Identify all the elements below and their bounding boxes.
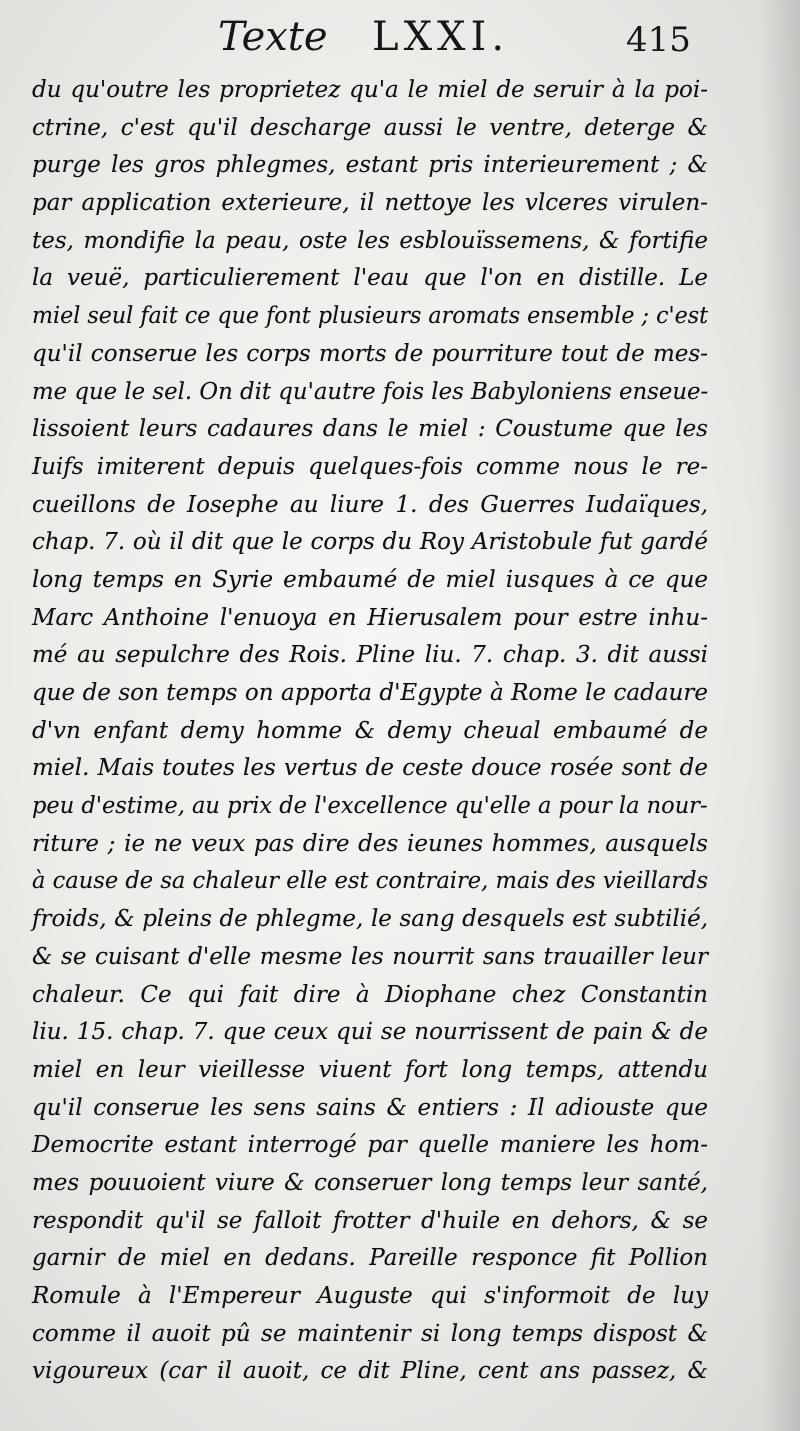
text-line: miel en leur vieillesse viuent fort long temps, attendu <box>32 1056 708 1083</box>
text-line: froids, & pleins de phlegme, le sang desquels est subtilié, <box>32 906 708 933</box>
text-line: Romule à l'Empereur Auguste qui s'informoit de luy <box>32 1283 708 1309</box>
text-line: peu d'estime, au prix de l'excellence qu'elle a pour la nour- <box>32 793 708 820</box>
text-line: miel seul fait ce que font plusieurs aromats ensemble ; c'est <box>32 303 709 330</box>
text-line: d'vn enfant demy homme & demy cheual embaumé de <box>32 717 708 744</box>
page-edge-shadow <box>760 0 800 1431</box>
text-line: Marc Anthoine l'enuoya en Hierusalem pour estre inhu- <box>32 604 708 631</box>
text-line: chaleur. Ce qui fait dire à Diophane chez Constantin <box>32 981 708 1008</box>
text-line: me que le sel. On dit qu'autre fois les Babyloniens enseue- <box>32 378 709 405</box>
text-line: mes pouuoient viure & conseruer long temps leur santé, <box>32 1169 708 1196</box>
text-line: miel. Mais toutes les vertus de ceste douce rosée sont de <box>32 755 708 782</box>
text-line: ctrine, c'est qu'il descharge aussi le ventre, deterge & <box>32 114 708 141</box>
text-line: du qu'outre les proprietez qu'a le miel de seruir à la poi- <box>32 77 708 103</box>
text-line: qu'il conserue les corps morts de pourriture tout de mes- <box>32 340 708 367</box>
running-title: Texte <box>218 14 328 60</box>
text-line: lissoient leurs cadaures dans le miel : Coustume que les <box>32 416 708 443</box>
text-line: que de son temps on apporta d'Egypte à Rome le cadaure <box>32 680 708 706</box>
text-line: long temps en Syrie embaumé de miel iusques à ce que <box>32 566 708 593</box>
text-line: comme il auoit pû se maintenir si long temps dispost & <box>32 1320 708 1347</box>
text-line: vigoureux (car il auoit, ce dit Pline, cent ans passez, & <box>32 1358 708 1385</box>
text-line: & se cuisant d'elle mesme les nourrit sans trauailler leur <box>32 943 708 970</box>
text-line: à cause de sa chaleur elle est contraire, mais des vieillards <box>32 868 709 895</box>
text-line: respondit qu'il se falloit frotter d'huile en dehors, & se <box>32 1207 708 1234</box>
text-line: riture ; ie ne veux pas dire des ieunes hommes, ausquels <box>32 830 708 857</box>
text-line: Iuifs imiterent depuis quelques-fois comme nous le re- <box>32 453 708 480</box>
text-line: Democrite estant interrogé par quelle maniere les hom- <box>32 1132 708 1159</box>
text-line: cueillons de Iosephe au liure 1. des Guerres Iudaïques, <box>32 491 708 518</box>
text-line: mé au sepulchre des Rois. Pline liu. 7. chap. 3. dit aussi <box>32 642 708 669</box>
page-number: 415 <box>626 20 691 60</box>
text-line: qu'il conserue les sens sains & entiers : Il adiouste que <box>32 1094 708 1121</box>
text-line: purge les gros phlegmes, estant pris interieurement ; & <box>32 152 708 179</box>
text-line: garnir de miel en dedans. Pareille responce fit Pollion <box>32 1245 708 1272</box>
text-line: tes, mondifie la peau, oste les esblouïssemens, & fortifie <box>32 227 708 254</box>
text-line: liu. 15. chap. 7. que ceux qui se nourrissent de pain & de <box>32 1019 708 1046</box>
body-text <box>32 72 708 1391</box>
page-header <box>0 10 800 70</box>
text-line: la veuë, particulierement l'eau que l'on en distille. Le <box>32 265 708 292</box>
text-line: par application exterieure, il nettoye les vlceres virulen- <box>32 190 708 217</box>
text-line: chap. 7. où il dit que le corps du Roy Aristobule fut gardé <box>32 529 708 556</box>
chapter-numeral: LXXI. <box>372 14 510 60</box>
